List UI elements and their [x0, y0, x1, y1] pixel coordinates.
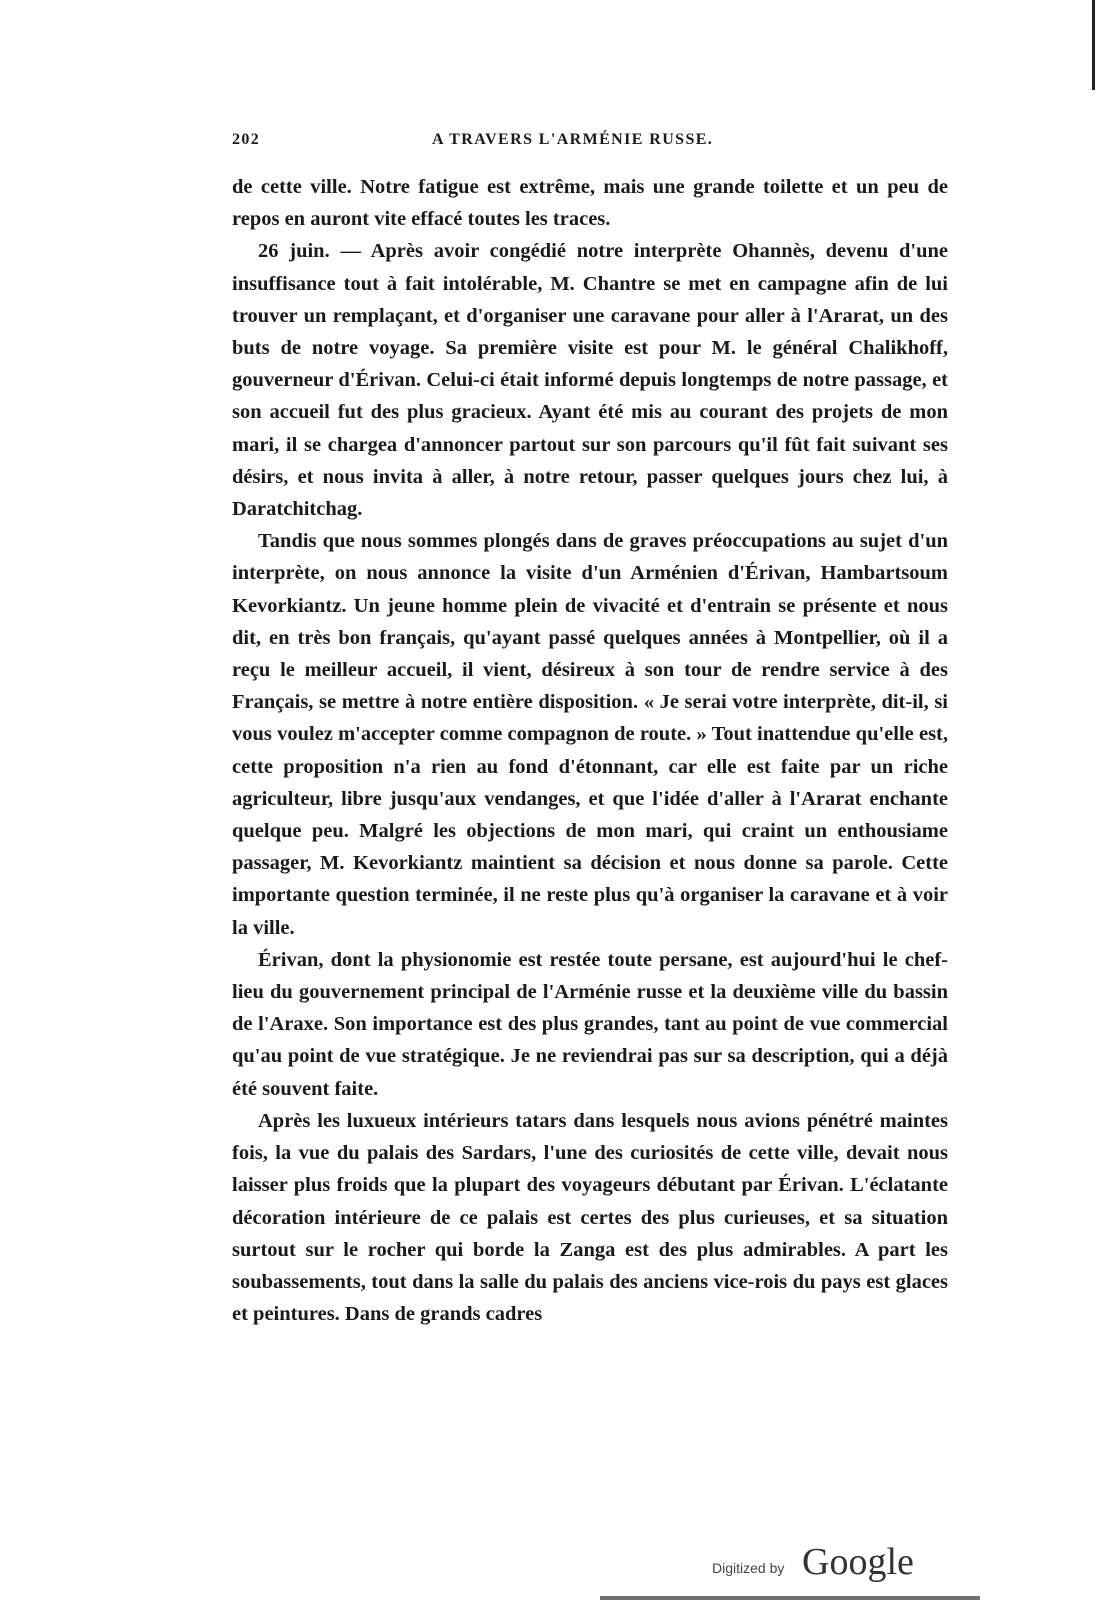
- google-logo: Google: [802, 1541, 914, 1583]
- running-head: [232, 131, 948, 155]
- page-number: 202: [232, 131, 261, 148]
- paragraph: Érivan, dont la physionomie est restée toute persane, est aujourd'hui le chef-lieu du gouvernement principal de l'Arménie russe et la deuxième ville du bassin de l'Araxe. Son importance est des plus grandes, tant au point de vue commercial qu'au point de vue stratégique. Je ne reviendrai pas sur sa description, qui a déjà été souvent faite.: [232, 948, 948, 1100]
- scan-edge-mark: [600, 1596, 980, 1600]
- scan-edge-mark: [1092, 0, 1095, 90]
- digitized-by-google-watermark: [712, 1540, 952, 1590]
- body-text: [232, 171, 948, 1330]
- paragraph-continuation: de cette ville. Notre fatigue est extrême, mais une grande toilette et un peu de repos en auront vite effacé toutes les traces.: [232, 176, 948, 231]
- digitized-label: Digitized by: [712, 1560, 785, 1576]
- paragraph: Après les luxueux intérieurs tatars dans lesquels nous avions pénétré maintes fois, la vue du palais des Sardars, l'une des curiosités de cette ville, devait nous laisser plus froids que la plupart des voyageurs débutant par Érivan. L'éclatante décoration intérieure de ce palais est certes des plus curieuses, et sa situation surtout sur le rocher qui borde la Zanga est des plus admirables. A part les soubassements, tout dans la salle du palais des anciens vice-rois du pays est glaces et peintures. Dans de grands cadres: [232, 1109, 948, 1326]
- paragraph: 26 juin. — Après avoir congédié notre interprète Ohannès, devenu d'une insuffisance tout à fait intolérable, M. Chantre se met en campagne afin de lui trouver un remplaçant, et d'organiser une caravane pour aller à l'Ararat, un des buts de notre voyage. Sa première visite est pour M. le général Chalikhoff, gouverneur d'Érivan. Celui-ci était informé depuis longtemps de notre passage, et son accueil fut des plus gracieux. Ayant été mis au courant des projets de mon mari, il se chargea d'annoncer partout sur son parcours qu'il fût fait suivant ses désirs, et nous invita à aller, à notre retour, passer quelques jours chez lui, à Daratchitchag.: [232, 240, 948, 521]
- paragraph: Tandis que nous sommes plongés dans de graves préoccupations au sujet d'un interprète, on nous annonce la visite d'un Arménien d'Érivan, Hambartsoum Kevorkiantz. Un jeune homme plein de vivacité et d'entrain se présente et nous dit, en très bon français, qu'ayant passé quelques années à Montpellier, où il a reçu le meilleur accueil, il vient, désireux à son tour de rendre service à des Français, se mettre à notre entière disposition. « Je serai votre interprète, dit-il, si vous voulez m'accepter comme compagnon de route. » Tout inattendue qu'elle est, cette proposition n'a rien au fond d'étonnant, car elle est faite par un riche agriculteur, libre jusqu'aux vendanges, et que l'idée d'aller à l'Ararat enchante quelque peu. Malgré les objections de mon mari, qui craint un enthousiame passager, M. Kevorkiantz maintient sa décision et nous donne sa parole. Cette importante question terminée, il ne reste plus qu'à organiser la caravane et à voir la ville.: [232, 530, 948, 939]
- running-title: A TRAVERS L'ARMÉNIE RUSSE.: [432, 131, 714, 148]
